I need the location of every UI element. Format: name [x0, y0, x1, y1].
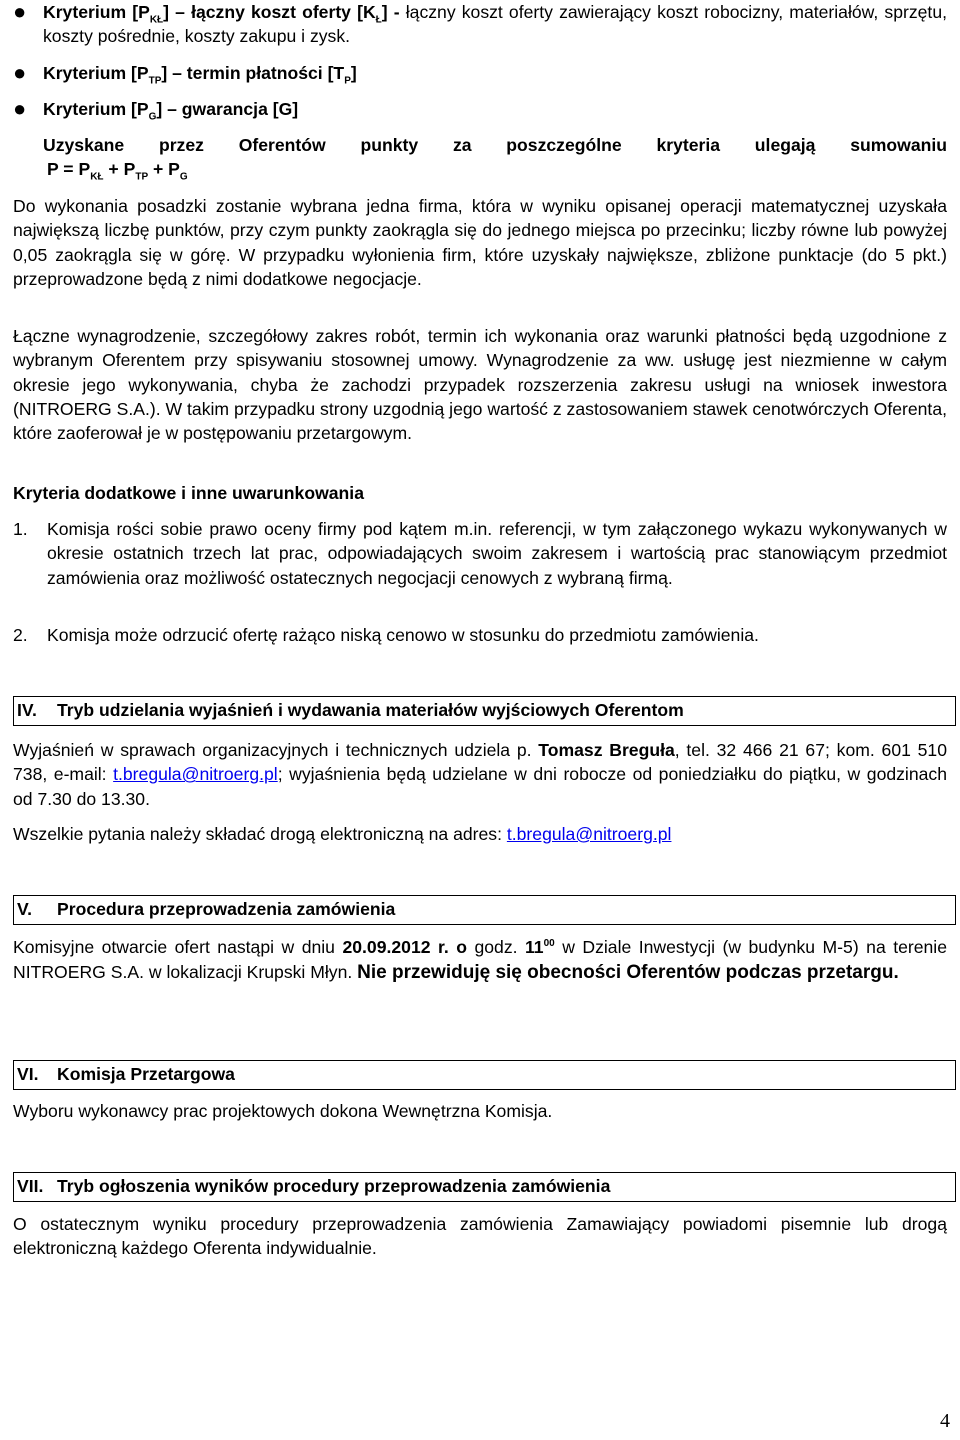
results-paragraph: O ostatecznym wyniku procedury przeprowadzenia zamówienia Zamawiający powiadomi pisemnie lub drogą elektroniczną każdego Oferenta indywidualnie. — [13, 1214, 947, 1259]
questions-paragraph: Wszelkie pytania należy składać drogą elektroniczną na adres: t.bregula@nitroerg.pl — [13, 824, 672, 844]
sum-formula: Uzyskane przez Oferentów punkty za poszczególne kryteria ulegają sumowaniu $P = P_{KŁ} + P_{TP} + P_G$ — [43, 135, 947, 183]
questions-email-link[interactable]: t.bregula@nitroerg.pl — [506, 824, 672, 844]
extra-criteria-item: 2. Komisja może odrzucić ofertę rażąco niską cenowo w stosunku do przedmiotu zamówienia. — [13, 625, 759, 645]
selection-paragraph: Do wykonania posadzki zostanie wybrana jedna firma, która w wyniku opisanej operacji matematycznej uzyskała największą liczbę punktów, przy czym punkty zaokrągla się do jednego miejsca po przecinku; liczby równe lub powyżej 0,05 zaokrągla się w górę. W przypadku wyłonienia firm, które uzyskały największe, zbliżone punktacje (do 5 pkt.) przeprowadzone będą z nimi dodatkowe negocjacje. — [13, 196, 947, 289]
bullet-icon: ● — [13, 0, 27, 24]
section-header-v: V. Procedura przeprowadzenia zamówienia — [13, 895, 956, 925]
contact-email-link[interactable]: t.bregula@nitroerg.pl — [113, 764, 278, 785]
section-header-iv: IV. Tryb udzielania wyjaśnień i wydawania materiałów wyjściowych Oferentom — [13, 696, 956, 726]
procedure-paragraph: Komisyjne otwarcie ofert nastąpi w dniu 20.09.2012 r. o godz. $11^{00}$ w Dziale Inwestycji (w budynku M-5) na terenie NITROERG S.A. w lokalizacji Krupski Młyn. Nie przewiduję się obecności Oferentów podczas przetargu. — [13, 937, 947, 983]
commission-paragraph: Wyboru wykonawcy prac projektowych dokona Wewnętrzna Komisja. — [13, 1101, 553, 1121]
criterion-cost: ● Kryterium $[P_{KŁ}]$ – łączny koszt oferty $[K_Ł]$ - łączny koszt oferty zawierający koszt robocizny, materiałów, sprzętu, koszty pośrednie, koszty zakupu i zysk. — [13, 0, 947, 49]
extra-criteria-item: 1. Komisja rości sobie prawo oceny firmy pod kątem m.in. referencji, w tym załączonego wykazu wykonywanych w okresie ostatnich trzech lat prac, odpowiadających swoim zakresem i wartością prac stanowiącym przedmiot zamówienia oraz możliwość ostatecznych negocjacji cenowych z wybraną firmą. — [13, 519, 947, 588]
page-number: 4 — [940, 1410, 950, 1432]
bullet-icon: ● — [13, 96, 27, 121]
criterion-warranty: ● Kryterium $[P_G]$ – gwarancja [G] — [13, 96, 299, 123]
bullet-icon: ● — [13, 60, 27, 85]
remuneration-paragraph: Łączne wynagrodzenie, szczegółowy zakres robót, termin ich wykonania oraz warunki płatności będą uzgodnione z wybranym Oferentem przy spisywaniu stosownej umowy. Wynagrodzenie za ww. usługę jest niezmienne w całym okresie jego wykonywania, chyba że zachodzi przypadek rozszerzenia zakresu usługi na wniosek inwestora (NITROERG S.A.). W takim przypadku strony uzgodnią jego wartość z zastosowaniem stawek cenotwórczych Oferenta, które zaoferował je w postępowaniu przetargowym. — [13, 326, 947, 444]
contact-paragraph: Wyjaśnień w sprawach organizacyjnych i technicznych udziela p. Tomasz Breguła, tel. 32 466 21 67; kom. 601 510 738, e-mail: t.bregula@nitroerg.pl; wyjaśnienia będą udzielane w dni robocze od poniedziałku do piątku, w godzinach od 7.30 do 13.30. — [13, 740, 947, 809]
criterion-payment-term: ● Kryterium $[P_{TP}]$ – termin płatności $[T_P]$ — [13, 60, 357, 87]
section-header-vi: VI. Komisja Przetargowa — [13, 1060, 956, 1090]
section-header-vii: VII. Tryb ogłoszenia wyników procedury przeprowadzenia zamówienia — [13, 1172, 956, 1202]
extra-criteria-heading: Kryteria dodatkowe i inne uwarunkowania — [13, 483, 364, 503]
